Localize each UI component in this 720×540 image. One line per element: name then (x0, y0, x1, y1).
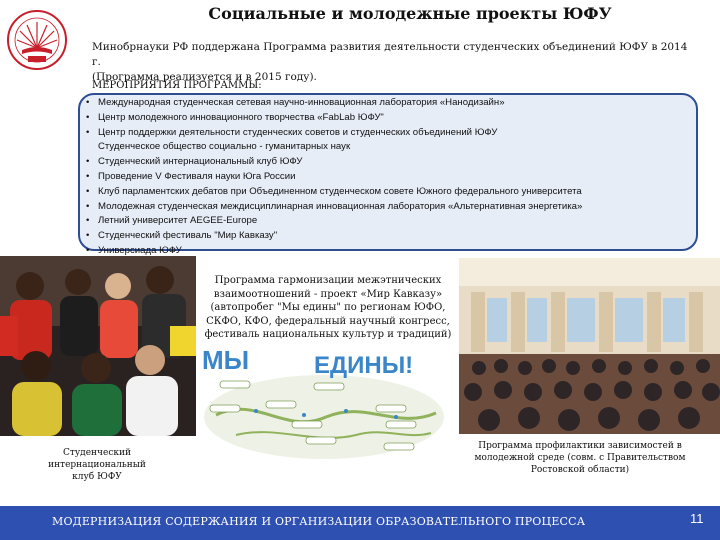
event-item: • Универсиада ЮФУ (84, 244, 696, 259)
club-caption-line: Студенческий (63, 448, 131, 458)
event-item: • Студенческий интернациональный клуб ЮФУ (84, 155, 696, 170)
event-item: • Клуб парламентских дебатов при Объединенном студенческом совете Южного федерального университета (84, 185, 696, 200)
intro-text (92, 40, 692, 85)
events-list (84, 96, 696, 259)
harmonization-line: фестиваль национальных культур и традиций) (204, 329, 452, 340)
event-item: Студенческое общество социально - гуманитарных наук (98, 141, 351, 153)
university-logo (6, 4, 68, 76)
poster-word-2: ЕДИНЫ! (314, 352, 414, 379)
club-caption-line: интернациональный (48, 460, 146, 470)
event-item: • Центр молодежного инновационного творчества «FabLab ЮФУ" (84, 111, 696, 126)
prevention-caption (460, 440, 700, 476)
harmonization-line: Программа гармонизации межэтнических (214, 275, 442, 286)
poster-word-1: МЫ (202, 345, 250, 375)
page-number: 11 (690, 511, 704, 526)
event-item: • Центр поддержки деятельности студенческих советов и студенческих объединений ЮФУ (84, 126, 696, 141)
prevention-caption-line: молодежной среде (совм. с Правительством (474, 453, 686, 463)
we-are-united-poster (196, 345, 454, 463)
club-caption (32, 447, 162, 483)
event-item: • Летний университет AEGEE-Europe (84, 214, 696, 229)
event-item: • Проведение V Фестиваля науки Юга России (84, 170, 696, 185)
students-photo (0, 256, 196, 436)
harmonization-line: СКФО, КФО, федеральный научный конгресс, (206, 315, 450, 327)
footer-text: МОДЕРНИЗАЦИЯ СОДЕРЖАНИЯ И ОРГАНИЗАЦИИ ОБРАЗОВАТЕЛЬНОГО ПРОЦЕССА (52, 515, 586, 528)
intro-line: (Программа реализуется и в 2015 году). (92, 71, 317, 83)
club-caption-line: клуб ЮФУ (72, 472, 122, 482)
harmonization-line: взаимоотношений - проект «Мир Кавказу» (213, 288, 443, 300)
prevention-caption-line: Программа профилактики зависимостей в (478, 441, 682, 451)
harmonization-caption (196, 274, 460, 342)
event-item: • Студенческий фестиваль "Мир Кавказу" (84, 229, 696, 244)
event-item: • Международная студенческая сетевая научно-инновационная лаборатория «Нанодизайн» (84, 96, 696, 111)
events-label: МЕРОПРИЯТИЯ ПРОГРАММЫ: (92, 80, 262, 91)
prevention-caption-line: Ростовской области) (530, 465, 630, 475)
auditorium-photo (459, 258, 720, 434)
event-item: • Молодежная студенческая междисциплинарная инновационная лаборатория «Альтернативная энергетика» (84, 200, 696, 215)
harmonization-line: (автопробег "Мы едины" по регионам ЮФО, (210, 302, 446, 313)
intro-line: Минобрнауки РФ поддержана Программа развития деятельности студенческих объединений ЮФУ в 2014 г. (92, 41, 688, 68)
page-title: Социальные и молодежные проекты ЮФУ (208, 4, 612, 23)
